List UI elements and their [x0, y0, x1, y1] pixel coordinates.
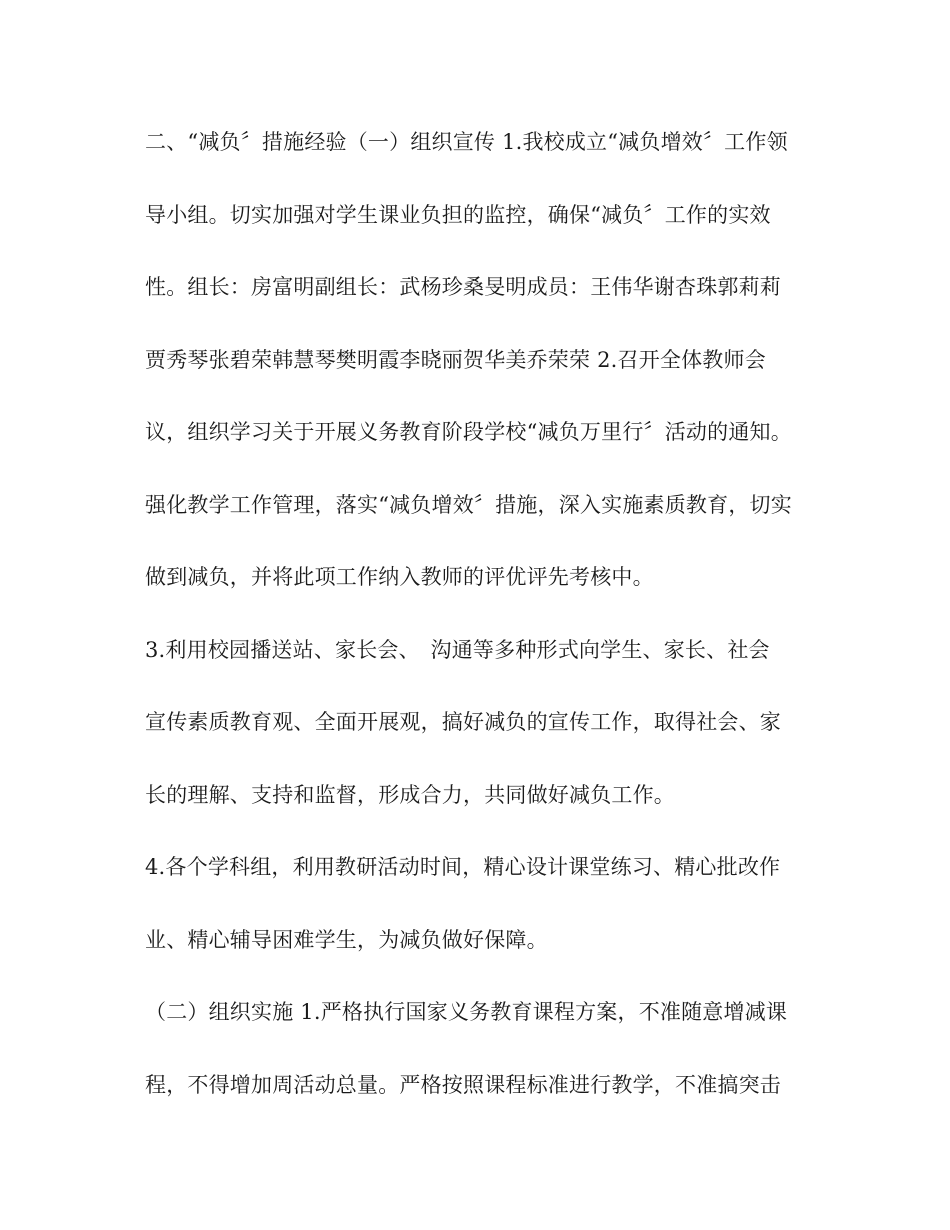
text-line: 性。组长：房富明副组长：武杨珍桑旻明成员：王伟华谢杏珠郭莉莉	[145, 275, 781, 299]
text-line: 做到减负，并将此项工作纳入教师的评优评先考核中。	[145, 565, 654, 589]
text-line: 强化教学工作管理，落实“减负增效〞措施，深入实施素质教育，切实	[145, 492, 792, 517]
text-line: 二、“减负〞措施经验（一）组织宣传 1.我校成立“减负增效〞工作领	[145, 130, 788, 154]
text-line: 业、精心辅导困难学生，为减负做好保障。	[145, 927, 548, 952]
text-line: 导小组。切实加强对学生课业负担的监控，确保“减负〞工作的实效	[145, 202, 771, 227]
body-text	[145, 120, 810, 1135]
text-line: （二）组织实施 1.严格执行国家义务教育课程方案，不准随意增减课	[145, 1000, 788, 1024]
text-line: 贾秀琴张碧荣韩慧琴樊明霞李晓丽贺华美乔荣荣 2.召开全体教师会	[145, 347, 766, 372]
text-line: 程，不得增加周活动总量。严格按照课程标准进行教学，不准搞突击	[145, 1072, 781, 1097]
text-line: 4.各个学科组，利用教研活动时间，精心设计课堂练习、精心批改作	[145, 855, 781, 879]
text-line: 议，组织学习关于开展义务教育阶段学校“减负万里行〞活动的通知。	[145, 420, 792, 444]
text-line: 宣传素质教育观、全面开展观，搞好减负的宣传工作，取得社会、家	[145, 710, 781, 734]
text-line: 长的理解、支持和监督，形成合力，共同做好减负工作。	[145, 782, 675, 807]
text-line: 3.利用校园播送站、家长会、 沟通等多种形式向学生、家长、社会	[145, 637, 770, 662]
